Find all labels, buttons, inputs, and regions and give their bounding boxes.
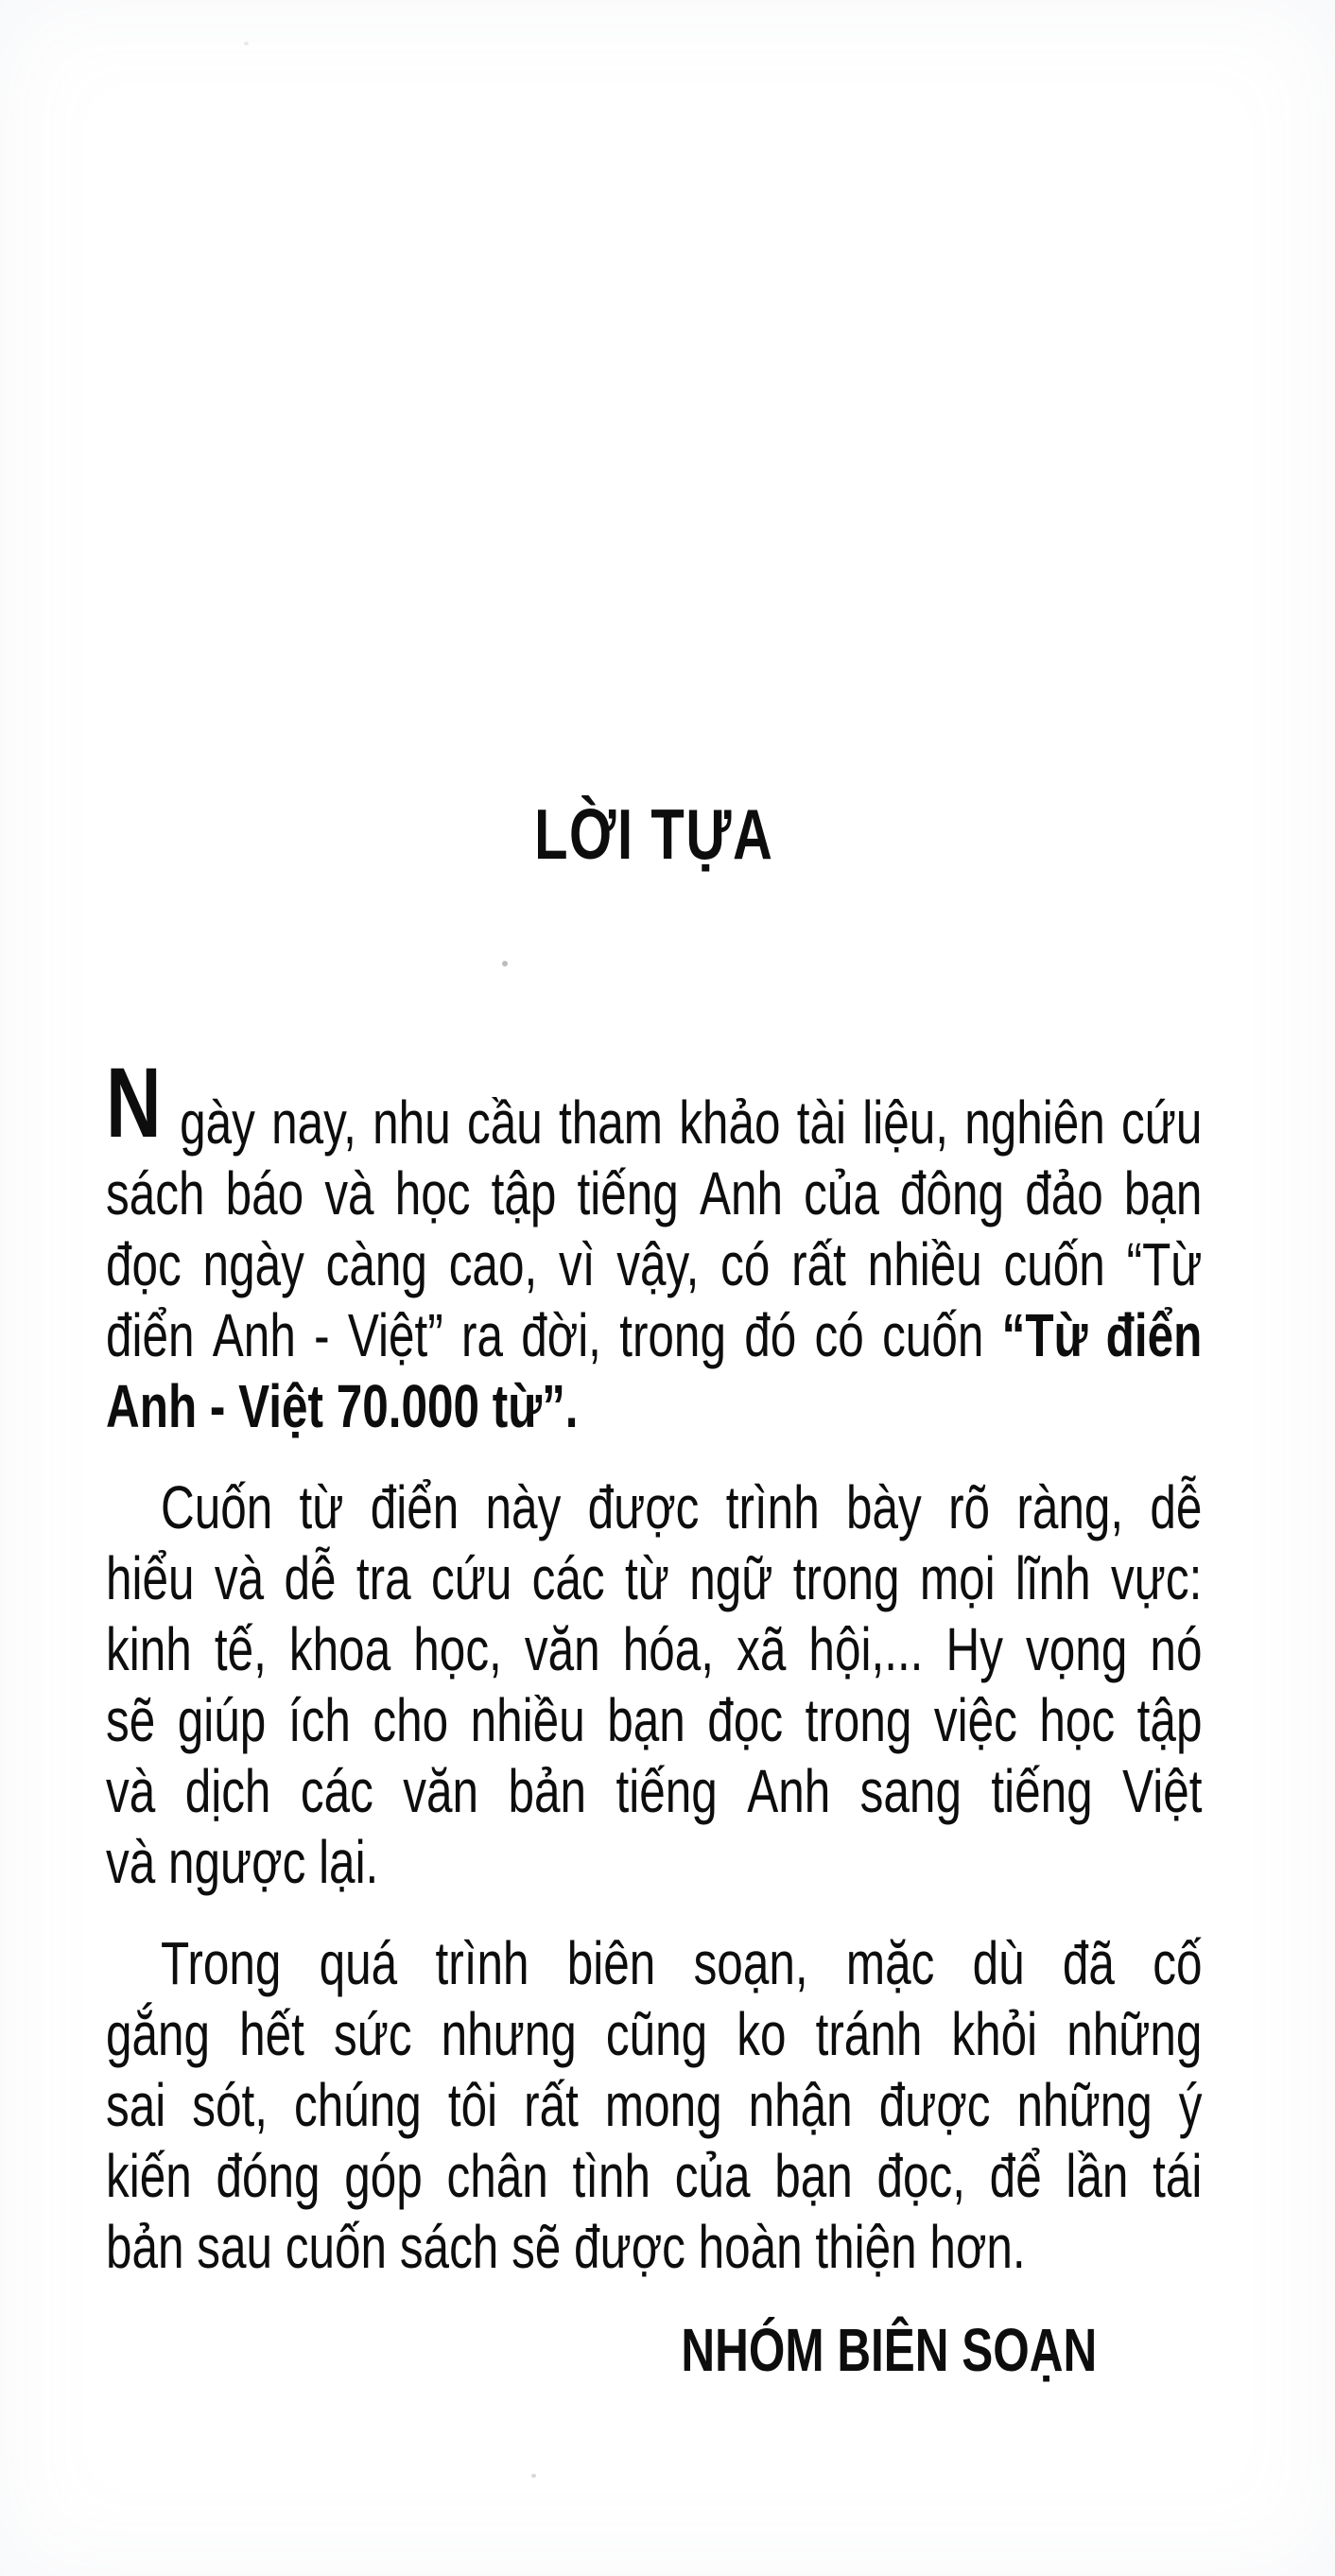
word: lần [1066,2142,1129,2210]
word: tế, [214,1615,267,1683]
word: nhưng [441,2000,577,2068]
word: bạn [607,1686,685,1754]
word: Việt [1122,1757,1203,1825]
word: Anh [699,1159,783,1227]
word: bản [508,1757,587,1825]
word: dịch [184,1757,271,1825]
word: tập [491,1159,557,1227]
word: càng [325,1230,427,1298]
word: điển [106,1301,195,1369]
word: sức [333,2000,412,2068]
word: giúp [177,1686,267,1754]
word: và [106,1757,156,1825]
word: cho [373,1686,449,1754]
word: tái [1153,2142,1203,2210]
preface-title: LỜI TỰA [534,794,774,874]
drop-cap: N [106,1048,162,1158]
word: rõ [948,1473,991,1541]
word: hết [239,2000,304,2068]
word: vực: [1111,1544,1203,1612]
text-line [106,1928,1203,1999]
word: tài [796,1088,846,1157]
word: những [1066,2000,1203,2068]
word: tôi [447,2071,498,2139]
word: nhiều [867,1230,982,1298]
word: trình [725,1473,820,1541]
word: soạn, [693,1929,808,1997]
word: nó [1150,1615,1203,1683]
word: N gày [106,1048,255,1158]
text-line [106,1229,1203,1300]
word: được [878,2071,991,2139]
word: trong [792,1544,900,1612]
word: những [1016,2071,1153,2139]
word: mọi [919,1544,996,1612]
word: bạn [774,2142,853,2210]
word: đó [744,1301,797,1369]
word: của [674,2142,751,2210]
text-line [106,1543,1203,1614]
word: tiếng [615,1757,718,1825]
word: Trong [160,1929,282,1997]
scan-speck [531,2474,536,2478]
word: đọc, [876,2142,965,2210]
word: trình [435,1929,529,1997]
word: và [214,1544,265,1612]
word: kinh [106,1615,192,1683]
word: bạn [1123,1159,1203,1227]
scan-speck [244,42,249,45]
word: ý [1178,2071,1203,2139]
word: đã [1062,1929,1115,1997]
word: và [324,1159,374,1227]
word: dù [972,1929,1025,1997]
word: ngữ [689,1544,773,1612]
text-line [106,1999,1203,2070]
word: rất [791,1230,846,1298]
word: ko [737,2000,787,2068]
word: dễ [284,1544,337,1612]
word: có [814,1301,864,1369]
word: tình [572,2142,651,2210]
word: kiến [106,2142,192,2210]
word: sai [106,2071,166,2139]
word: học, [413,1615,502,1683]
word: cứu [430,1544,512,1612]
text-run: bản sau cuốn sách sẽ được hoàn thiện hơn. [106,2213,1026,2281]
word: văn [524,1615,600,1683]
word: sang [859,1757,962,1825]
word: đọc [707,1686,784,1754]
bold-phrase: Anh - Việt 70.000 từ”. [106,1372,579,1440]
word: vậy, [616,1230,700,1298]
word: vì [558,1230,596,1298]
word: sẽ [106,1686,156,1754]
word: Anh [212,1301,296,1369]
word: đảo [1025,1159,1103,1227]
word: báo [225,1159,304,1227]
text-line [106,1158,1203,1229]
word: tập [1136,1686,1203,1754]
word: ràng, [1016,1473,1124,1541]
word: đóng [216,2142,321,2210]
word: lĩnh [1014,1544,1091,1612]
word: nhận [748,2071,853,2139]
word: sách [106,1159,205,1227]
word: rất [524,2071,579,2139]
word: tra [355,1544,411,1612]
word: cuốn [1003,1230,1105,1298]
text-run: và ngược lại. [106,1828,379,1896]
text-line [106,1371,1203,1442]
word: mong [604,2071,722,2139]
word: góp [344,2142,423,2210]
word: đọc [106,1230,182,1298]
word: tham [558,1088,663,1157]
word: đời, [521,1301,601,1369]
text-line [106,1756,1203,1827]
text-line [106,2212,1203,2283]
word: văn [403,1757,479,1825]
paragraph [106,1472,1203,1898]
word: nghiên [964,1088,1105,1157]
word: dễ [1150,1473,1203,1541]
word: Cuốn [160,1473,273,1541]
word: các [531,1544,605,1612]
word: ra [460,1301,503,1369]
word: Hy [945,1615,1003,1683]
text-line [106,1472,1203,1543]
word: từ [625,1544,669,1612]
word: xã [737,1615,787,1683]
word: tiếng [991,1757,1093,1825]
word: gắng [106,2000,211,2068]
page-content [106,794,1203,2386]
word: học [1039,1686,1116,1754]
word: “Từ [1126,1230,1203,1298]
word: chân [446,2142,548,2210]
word: học [394,1159,471,1227]
paragraph [106,1928,1203,2283]
word: mặc [845,1929,935,1997]
word: nhiều [470,1686,585,1754]
word: từ [299,1473,344,1541]
text-line [106,1685,1203,1756]
editor-signature: NHÓM BIÊN SOẠN [681,2316,1098,2384]
word: sót, [192,2071,269,2139]
word: cố [1153,1929,1203,1997]
word: bày [846,1473,922,1541]
word: này [485,1473,562,1541]
word: cuốn [882,1301,984,1369]
word: trong [619,1301,726,1369]
word: các [300,1757,373,1825]
word: quá [319,1929,398,1997]
text-line [106,1300,1203,1371]
text-line [106,2141,1203,2212]
word: cứu [1121,1088,1203,1157]
word: ích [287,1686,351,1754]
text-line [106,1827,1203,1898]
preface-body [106,1048,1203,2283]
word: tránh [815,2000,923,2068]
word: cầu [466,1088,543,1157]
word: cũng [605,2000,708,2068]
word: trong [805,1686,912,1754]
word: hiểu [106,1544,195,1612]
word: nay, [271,1088,356,1157]
paragraph [106,1048,1203,1442]
word: điển [370,1473,459,1541]
text-line [106,2070,1203,2141]
word: để [989,2142,1042,2210]
word: liệu, [862,1088,948,1157]
text-line [106,1048,1203,1158]
word: khỏi [951,2000,1038,2068]
bold-word: “Từ [1001,1301,1088,1369]
word: Anh [747,1757,831,1825]
word: chúng [294,2071,422,2139]
word: hóa, [622,1615,715,1683]
word: được [587,1473,700,1541]
word: - [314,1301,330,1369]
word: tiếng [577,1159,679,1227]
word: hội,... [808,1615,924,1683]
text-line [106,1614,1203,1685]
word: có [720,1230,771,1298]
word: ngày [202,1230,304,1298]
word: đông [900,1159,1005,1227]
word: nhu [373,1088,451,1157]
word: khoa [288,1615,391,1683]
bold-word: điển [1105,1301,1203,1369]
word: khảo [679,1088,781,1157]
word: Việt” [347,1301,443,1369]
word: của [804,1159,879,1227]
word: vọng [1026,1615,1128,1683]
word: cao, [448,1230,538,1298]
word: biên [566,1929,656,1997]
word: việc [933,1686,1017,1754]
